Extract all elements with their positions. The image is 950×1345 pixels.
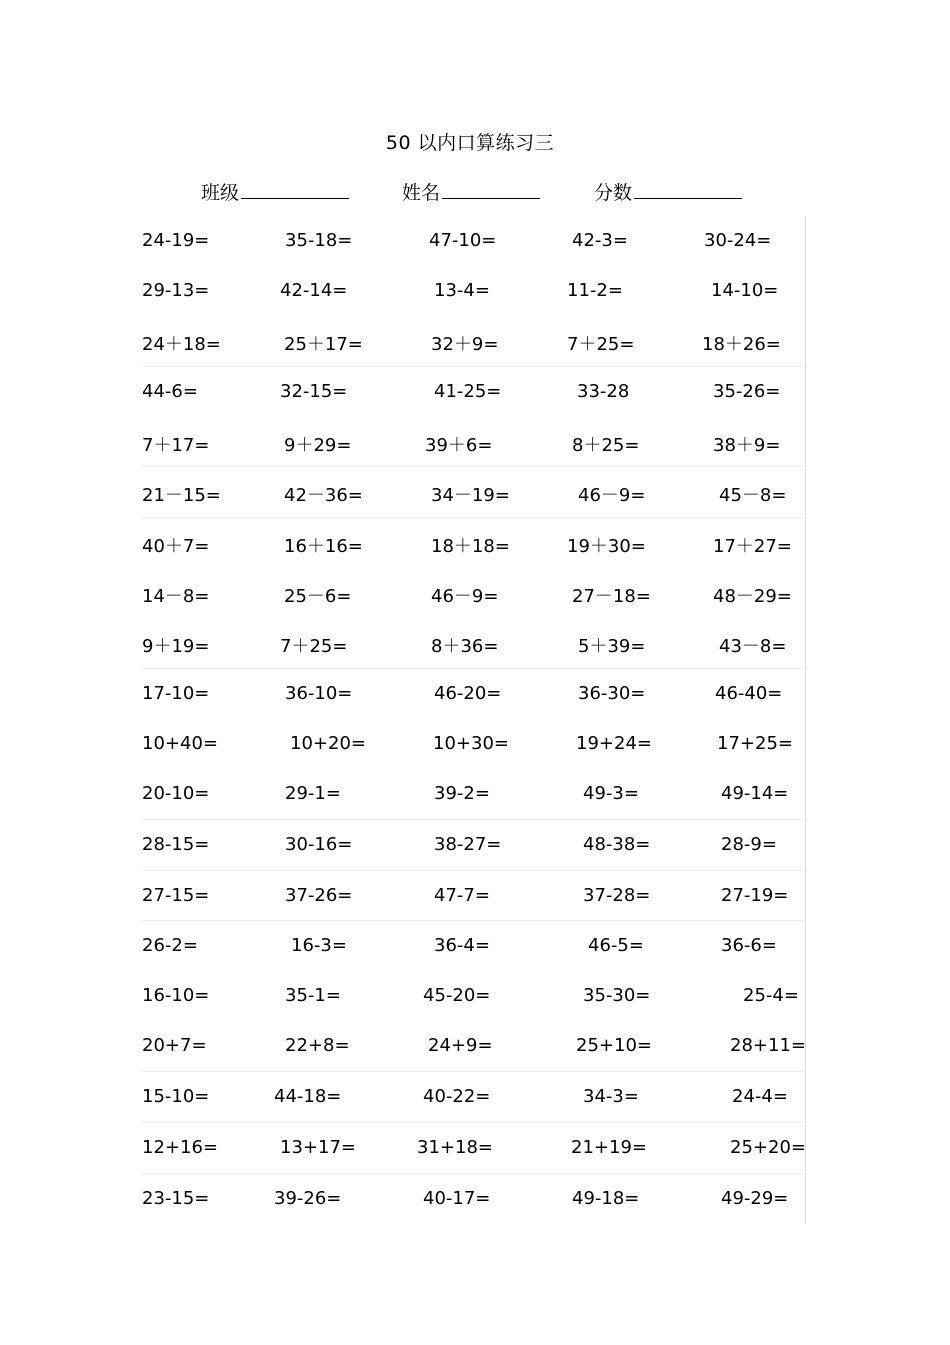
problem-cell: 45－8= [719, 485, 787, 507]
problem-cell: 36-4= [434, 935, 490, 957]
problem-cell: 48-38= [583, 833, 651, 855]
problem-cell: 27-15= [142, 884, 210, 906]
problem-cell: 46-20= [434, 683, 502, 705]
problem-cell: 39-26= [274, 1187, 342, 1209]
problem-cell: 17-10= [142, 683, 210, 705]
problem-cell: 45-20= [423, 985, 491, 1007]
problem-cell: 8＋36= [431, 636, 499, 658]
problem-cell: 47-7= [434, 884, 490, 906]
problem-cell: 48－29= [713, 586, 792, 608]
problem-cell: 32-15= [280, 380, 348, 402]
problem-cell: 9＋29= [284, 434, 352, 456]
problem-cell: 9＋19= [142, 636, 210, 658]
problem-cell: 7＋25= [567, 333, 635, 355]
problem-row [142, 366, 806, 417]
problem-cell: 35-1= [285, 985, 341, 1007]
problem-cell: 13-4= [434, 279, 490, 301]
problem-cell: 39＋6= [425, 434, 493, 456]
problem-cell: 35-30= [583, 985, 651, 1007]
problem-cell: 35-18= [285, 230, 353, 251]
problem-grid [142, 216, 806, 1224]
problem-cell: 22+8= [285, 1035, 350, 1057]
problem-row [142, 466, 806, 517]
problem-cell: 29-1= [285, 782, 341, 804]
problem-cell: 5＋39= [578, 636, 646, 658]
problem-cell: 38＋9= [713, 434, 781, 456]
problem-cell: 25-4= [743, 985, 799, 1007]
problem-cell: 10+20= [290, 732, 366, 754]
problem-cell: 30-16= [285, 833, 353, 855]
problem-cell: 25+10= [576, 1035, 652, 1057]
problem-row [142, 266, 806, 316]
problem-cell: 16-10= [142, 985, 210, 1007]
score-label: 分数 [594, 182, 633, 204]
problem-cell: 40-17= [423, 1187, 491, 1209]
problem-row [142, 216, 806, 266]
problem-row [142, 618, 806, 668]
problem-row [142, 1122, 806, 1173]
problem-cell: 28-9= [721, 833, 777, 855]
problem-cell: 14-10= [711, 279, 779, 301]
problem-cell: 20-10= [142, 782, 210, 804]
problem-cell: 42-3= [572, 230, 628, 251]
problem-row [142, 1071, 806, 1122]
problem-cell: 43－8= [719, 636, 787, 658]
problem-row [142, 568, 806, 618]
problem-cell: 32＋9= [431, 333, 499, 355]
class-label: 班级 [201, 182, 240, 204]
problem-cell: 8＋25= [572, 434, 640, 456]
problem-cell: 7＋25= [280, 636, 348, 658]
problem-row [142, 1173, 806, 1224]
problem-cell: 15-10= [142, 1086, 210, 1108]
problem-cell: 49-18= [572, 1187, 640, 1209]
problem-cell: 24＋18= [142, 333, 221, 355]
problem-cell: 44-6= [142, 380, 198, 402]
problem-cell: 16-3= [291, 935, 347, 957]
problem-cell: 18＋26= [702, 333, 781, 355]
problem-cell: 36-10= [285, 683, 353, 705]
problem-cell: 19+24= [576, 732, 652, 754]
problem-cell: 34－19= [431, 485, 510, 507]
problem-cell: 31+18= [417, 1137, 493, 1159]
problem-cell: 30-24= [704, 230, 772, 251]
problem-cell: 20+7= [142, 1035, 207, 1057]
problem-cell: 18＋18= [431, 536, 510, 558]
problem-cell: 7＋17= [142, 434, 210, 456]
problem-row [142, 870, 806, 921]
problem-cell: 13+17= [280, 1137, 356, 1159]
problem-cell: 16＋16= [284, 536, 363, 558]
problem-cell: 24-19= [142, 230, 210, 251]
problem-cell: 37-26= [285, 884, 353, 906]
problem-cell: 21－15= [142, 485, 221, 507]
problem-cell: 25＋17= [284, 333, 363, 355]
problem-row [142, 517, 806, 568]
problem-cell: 46-5= [588, 935, 644, 957]
problem-cell: 40-22= [423, 1086, 491, 1108]
problem-cell: 21+19= [571, 1137, 647, 1159]
problem-cell: 46－9= [431, 586, 499, 608]
problem-cell: 40＋7= [142, 536, 210, 558]
problem-row [142, 719, 806, 769]
problem-row [142, 668, 806, 719]
name-label: 姓名 [402, 182, 441, 204]
problem-cell: 36-30= [578, 683, 646, 705]
score-blank-line[interactable] [634, 180, 742, 199]
problem-row [142, 819, 806, 870]
score-field [594, 178, 742, 205]
problem-cell: 33-28 [577, 380, 630, 402]
problem-cell: 17+25= [717, 732, 793, 754]
problem-cell: 27-19= [721, 884, 789, 906]
problem-cell: 39-2= [434, 782, 490, 804]
problem-row [142, 920, 806, 971]
problem-cell: 44-18= [274, 1086, 342, 1108]
problem-cell: 24-4= [732, 1086, 788, 1108]
class-blank-line[interactable] [241, 180, 349, 199]
problem-cell: 47-10= [429, 230, 497, 251]
problem-cell: 27－18= [572, 586, 651, 608]
problem-cell: 34-3= [583, 1086, 639, 1108]
name-blank-line[interactable] [442, 180, 540, 199]
problem-cell: 36-6= [721, 935, 777, 957]
problem-row [142, 316, 806, 366]
problem-cell: 11-2= [567, 279, 623, 301]
problem-row [142, 1021, 806, 1071]
problem-cell: 26-2= [142, 935, 198, 957]
problem-cell: 41-25= [434, 380, 502, 402]
problem-cell: 46－9= [578, 485, 646, 507]
name-field [402, 178, 540, 205]
problem-cell: 37-28= [583, 884, 651, 906]
problem-cell: 38-27= [434, 833, 502, 855]
problem-cell: 10+40= [142, 732, 218, 754]
problem-cell: 42-14= [280, 279, 348, 301]
problem-cell: 24+9= [428, 1035, 493, 1057]
problem-cell: 14－8= [142, 586, 210, 608]
class-field [201, 178, 349, 205]
worksheet-title: 50 以内口算练习三 [385, 132, 555, 154]
problem-row [142, 971, 806, 1021]
problem-cell: 49-3= [583, 782, 639, 804]
problem-cell: 25+20= [730, 1137, 806, 1159]
problem-cell: 28-15= [142, 833, 210, 855]
problem-cell: 49-29= [721, 1187, 789, 1209]
problem-cell: 35-26= [713, 380, 781, 402]
problem-cell: 10+30= [433, 732, 509, 754]
problem-cell: 23-15= [142, 1187, 210, 1209]
problem-cell: 49-14= [721, 782, 789, 804]
problem-cell: 19＋30= [567, 536, 646, 558]
problem-cell: 28+11= [730, 1035, 806, 1057]
problem-row [142, 769, 806, 819]
problem-cell: 17＋27= [713, 536, 792, 558]
problem-cell: 25－6= [284, 586, 352, 608]
problem-cell: 29-13= [142, 279, 210, 301]
problem-cell: 12+16= [142, 1137, 218, 1159]
problem-row [142, 417, 806, 467]
problem-cell: 46-40= [715, 683, 783, 705]
problem-cell: 42－36= [284, 485, 363, 507]
